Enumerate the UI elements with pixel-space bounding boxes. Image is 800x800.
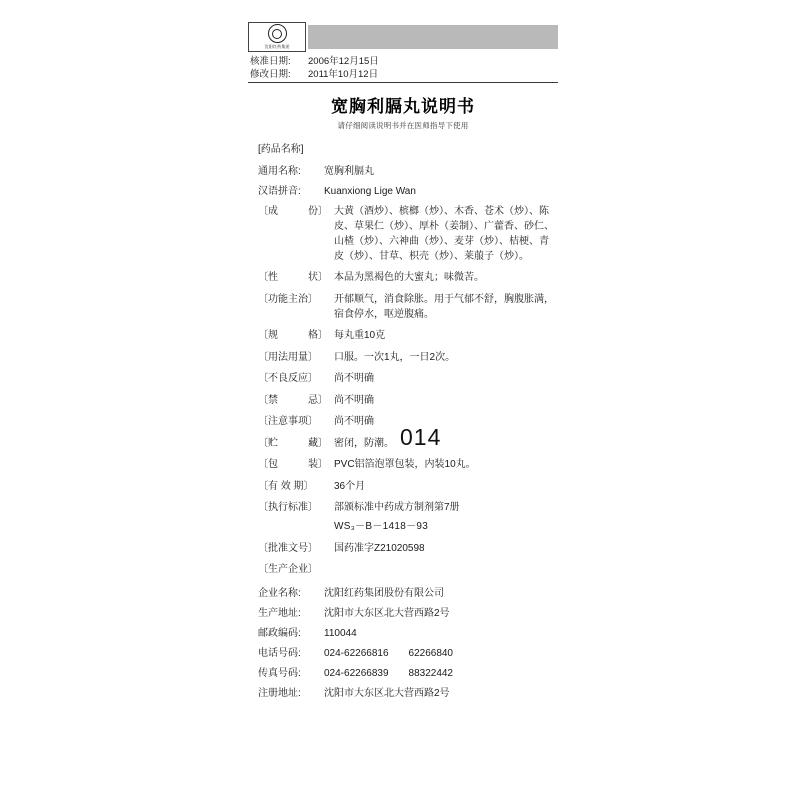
package-label: 〔包 装〕 — [258, 459, 328, 470]
revise-date-row — [250, 68, 558, 81]
validity-label: 〔有 效 期〕 — [258, 480, 314, 492]
manufacturer-heading-label: 〔生产企业〕 — [258, 564, 318, 575]
header-gray-bar — [308, 25, 558, 49]
revise-date-value: 2011年10月12日 — [308, 69, 379, 80]
generic-name-row — [258, 164, 554, 179]
logo-brand-text: 沈阳红药集团 — [264, 44, 290, 49]
standard-label: 〔执行标准〕 — [258, 502, 318, 513]
contraindication-row — [258, 393, 554, 408]
registered-address-label: 注册地址: — [258, 688, 301, 699]
phone-row — [258, 646, 554, 661]
leaflet-sheet — [248, 22, 558, 762]
stamped-number: 014 — [400, 424, 442, 450]
package-value: PVC铝箔泡罩包装，内装10丸。 — [334, 459, 476, 470]
date-block — [248, 55, 558, 81]
standard-value: 部颁标准中药成方制剂第7册 — [334, 502, 460, 513]
contraindication-label: 〔禁 忌〕 — [258, 394, 328, 406]
manufacturer-heading — [258, 562, 554, 577]
package-row — [258, 457, 554, 472]
standard-row — [258, 500, 554, 515]
registered-address-row — [258, 686, 554, 701]
validity-value: 36个月 — [334, 480, 366, 492]
approval-number-value: 国药准字Z21020598 — [334, 542, 425, 554]
storage-label: 〔贮 藏〕 — [258, 437, 328, 449]
ingredients-value: 大黄（酒炒）、槟榔（炒）、木香、苍术（炒）、陈皮、草果仁（炒）、厚朴（姜制）、广藿香、砂仁、山楂（炒）、六神曲（炒）、麦芽（炒）、桔梗、青皮（炒）、甘草、枳壳（炒）、莱菔子（炒）。 — [334, 205, 554, 262]
revise-date-label: 修改日期: — [250, 69, 291, 80]
dosage-row — [258, 350, 554, 365]
pinyin-label: 汉语拼音: — [258, 185, 301, 197]
page-title: 宽胸利膈丸说明书 — [331, 97, 475, 116]
ingredients-row — [258, 204, 554, 264]
pinyin-value: Kuanxiong Lige Wan — [324, 185, 416, 197]
fax-label: 传真号码: — [258, 668, 301, 679]
standard-code-row — [258, 519, 554, 534]
phone-label: 电话号码: — [258, 648, 301, 659]
validity-row — [258, 479, 554, 494]
adverse-reactions-row — [258, 371, 554, 386]
company-name-value: 沈阳红药集团股份有限公司 — [324, 588, 444, 599]
pinyin-row — [258, 184, 554, 199]
postcode-label: 邮政编码: — [258, 628, 301, 639]
dosage-value: 口服。一次1丸，一日2次。 — [334, 351, 456, 363]
registered-address-value: 沈阳市大东区北大营西路2号 — [324, 688, 450, 699]
standard-code-value: WS₃－B－1418－93 — [334, 520, 429, 532]
adverse-reactions-value: 尚不明确 — [334, 373, 374, 384]
drug-name-heading — [258, 142, 554, 157]
generic-name-label: 通用名称: — [258, 165, 301, 177]
drug-name-heading-label: [药品名称] — [258, 144, 304, 155]
phone-value: 024-62266816 62266840 — [324, 648, 453, 659]
approval-number-row — [258, 541, 554, 556]
production-address-value: 沈阳市大东区北大营西路2号 — [324, 608, 450, 619]
dosage-label: 〔用法用量〕 — [258, 351, 318, 363]
approve-date-row — [250, 55, 558, 68]
company-name-label: 企业名称: — [258, 588, 301, 599]
ingredients-label: 〔成 份〕 — [258, 205, 328, 217]
spec-label: 〔规 格〕 — [258, 330, 328, 341]
page-subtitle: 请仔细阅读说明书并在医师指导下使用 — [337, 121, 469, 130]
header-divider — [248, 82, 558, 83]
production-address-label: 生产地址: — [258, 608, 301, 619]
company-name-row — [258, 586, 554, 601]
precautions-value: 尚不明确 — [334, 416, 374, 427]
fax-row — [258, 666, 554, 681]
company-logo — [248, 22, 306, 52]
contraindication-value: 尚不明确 — [334, 394, 374, 406]
manufacturer-details — [258, 586, 554, 701]
postcode-row — [258, 626, 554, 641]
indications-label: 〔功能主治〕 — [258, 293, 318, 305]
fax-value: 024-62266839 88322442 — [324, 668, 453, 679]
properties-row — [258, 270, 554, 285]
storage-value: 密闭，防潮。 — [334, 437, 394, 449]
logo-circle-icon — [268, 24, 287, 43]
indications-value: 开郁顺气，消食除胀。用于气郁不舒，胸腹胀满，宿食停水，呕逆腹痛。 — [334, 293, 554, 320]
leaflet-body — [248, 142, 558, 701]
approval-number-label: 〔批准文号〕 — [258, 542, 318, 554]
properties-label: 〔性 状〕 — [258, 272, 328, 283]
approve-date-value: 2006年12月15日 — [308, 56, 379, 67]
adverse-reactions-label: 〔不良反应〕 — [258, 373, 318, 384]
indications-row — [258, 292, 554, 322]
postcode-value: 110044 — [324, 628, 357, 639]
properties-value: 本品为黑褐色的大蜜丸；味微苦。 — [334, 272, 484, 283]
spec-value: 每丸重10克 — [334, 330, 386, 341]
generic-name-value: 宽胸利膈丸 — [324, 165, 374, 177]
spec-row — [258, 328, 554, 343]
header-strip — [248, 22, 558, 52]
approve-date-label: 核准日期: — [250, 56, 291, 67]
precautions-label: 〔注意事项〕 — [258, 416, 318, 427]
production-address-row — [258, 606, 554, 621]
